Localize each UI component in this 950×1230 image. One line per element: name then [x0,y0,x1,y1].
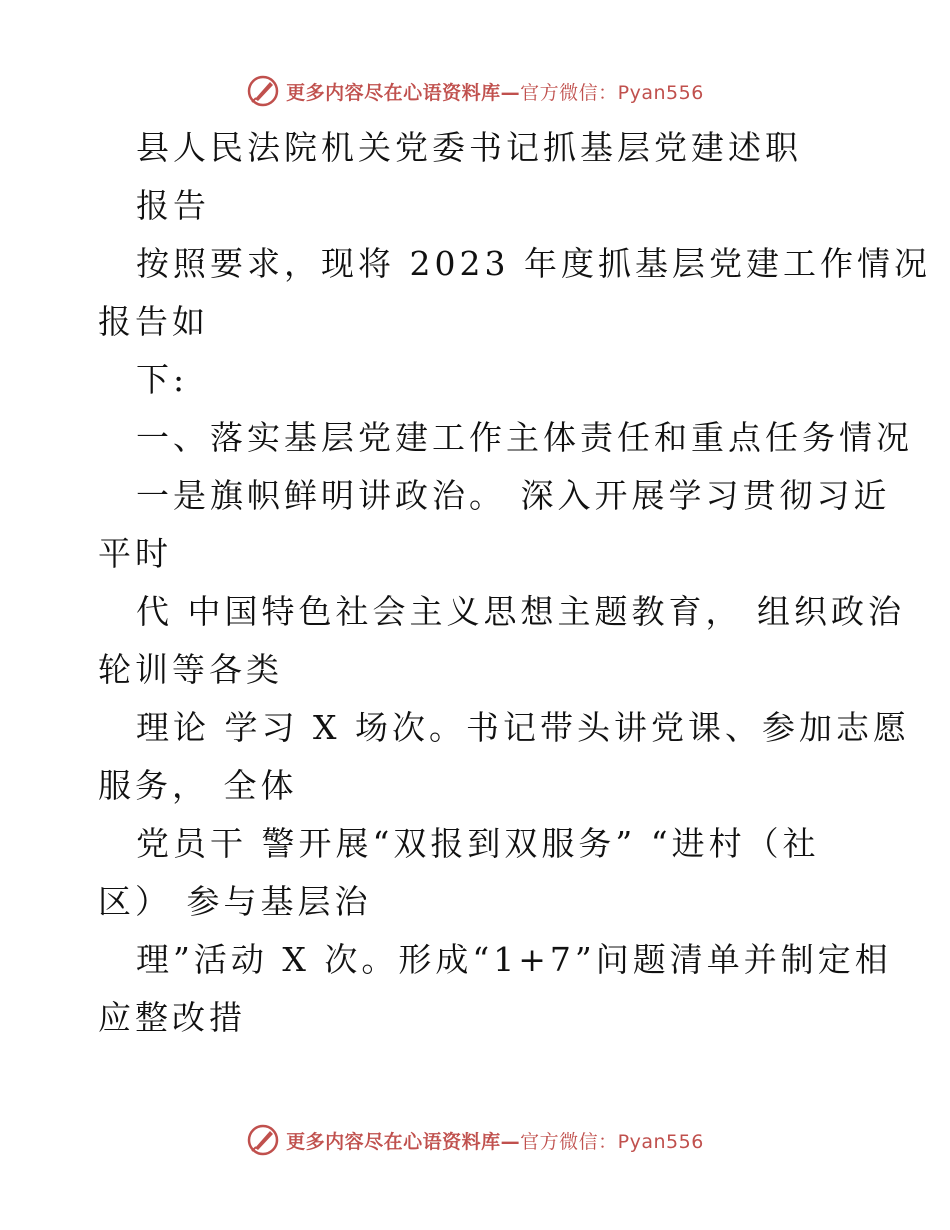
paragraph-line: 理论 学习 X 场次。书记带头讲党课、参加志愿 [136,708,910,747]
paragraph-line: 理”活动 X 次。形成“1+7”问题清单并制定相 [136,940,892,979]
paragraph-line: 区） 参与基层治 [98,882,372,921]
quill-logo-icon [246,1123,280,1157]
paragraph-line: 应整改措 [98,998,246,1037]
document-title-line-2: 报告 [136,186,210,225]
paragraph-line: 党员干 警开展“双报到双服务” “进村（社 [136,824,820,863]
paragraph-line: 平时 [98,534,172,573]
footer-watermark [0,1120,950,1160]
paragraph-line: 下: [136,360,189,399]
paragraph-line: 服务， 全体 [98,766,298,805]
quill-logo-icon [246,74,280,108]
paragraph-line: 报告如 [98,302,209,341]
paragraph-line: 一是旗帜鲜明讲政治。 深入开展学习贯彻习近 [136,476,891,515]
section-heading: 一、落实基层党建工作主体责任和重点任务情况 [136,418,913,457]
watermark-text: 更多内容尽在心语资料库—官方微信：Pyan556 [286,81,704,104]
paragraph-line: 代 中国特色社会主义思想主题教育， 组织政治 [136,592,905,631]
paragraph-line: 按照要求，现将 2023 年度抓基层党建工作情况 [136,244,931,283]
watermark-text: 更多内容尽在心语资料库—官方微信：Pyan556 [286,1130,704,1153]
paragraph-line: 轮训等各类 [98,650,283,689]
document-title-line-1: 县人民法院机关党委书记抓基层党建述职 [136,128,802,167]
header-watermark [0,71,950,111]
